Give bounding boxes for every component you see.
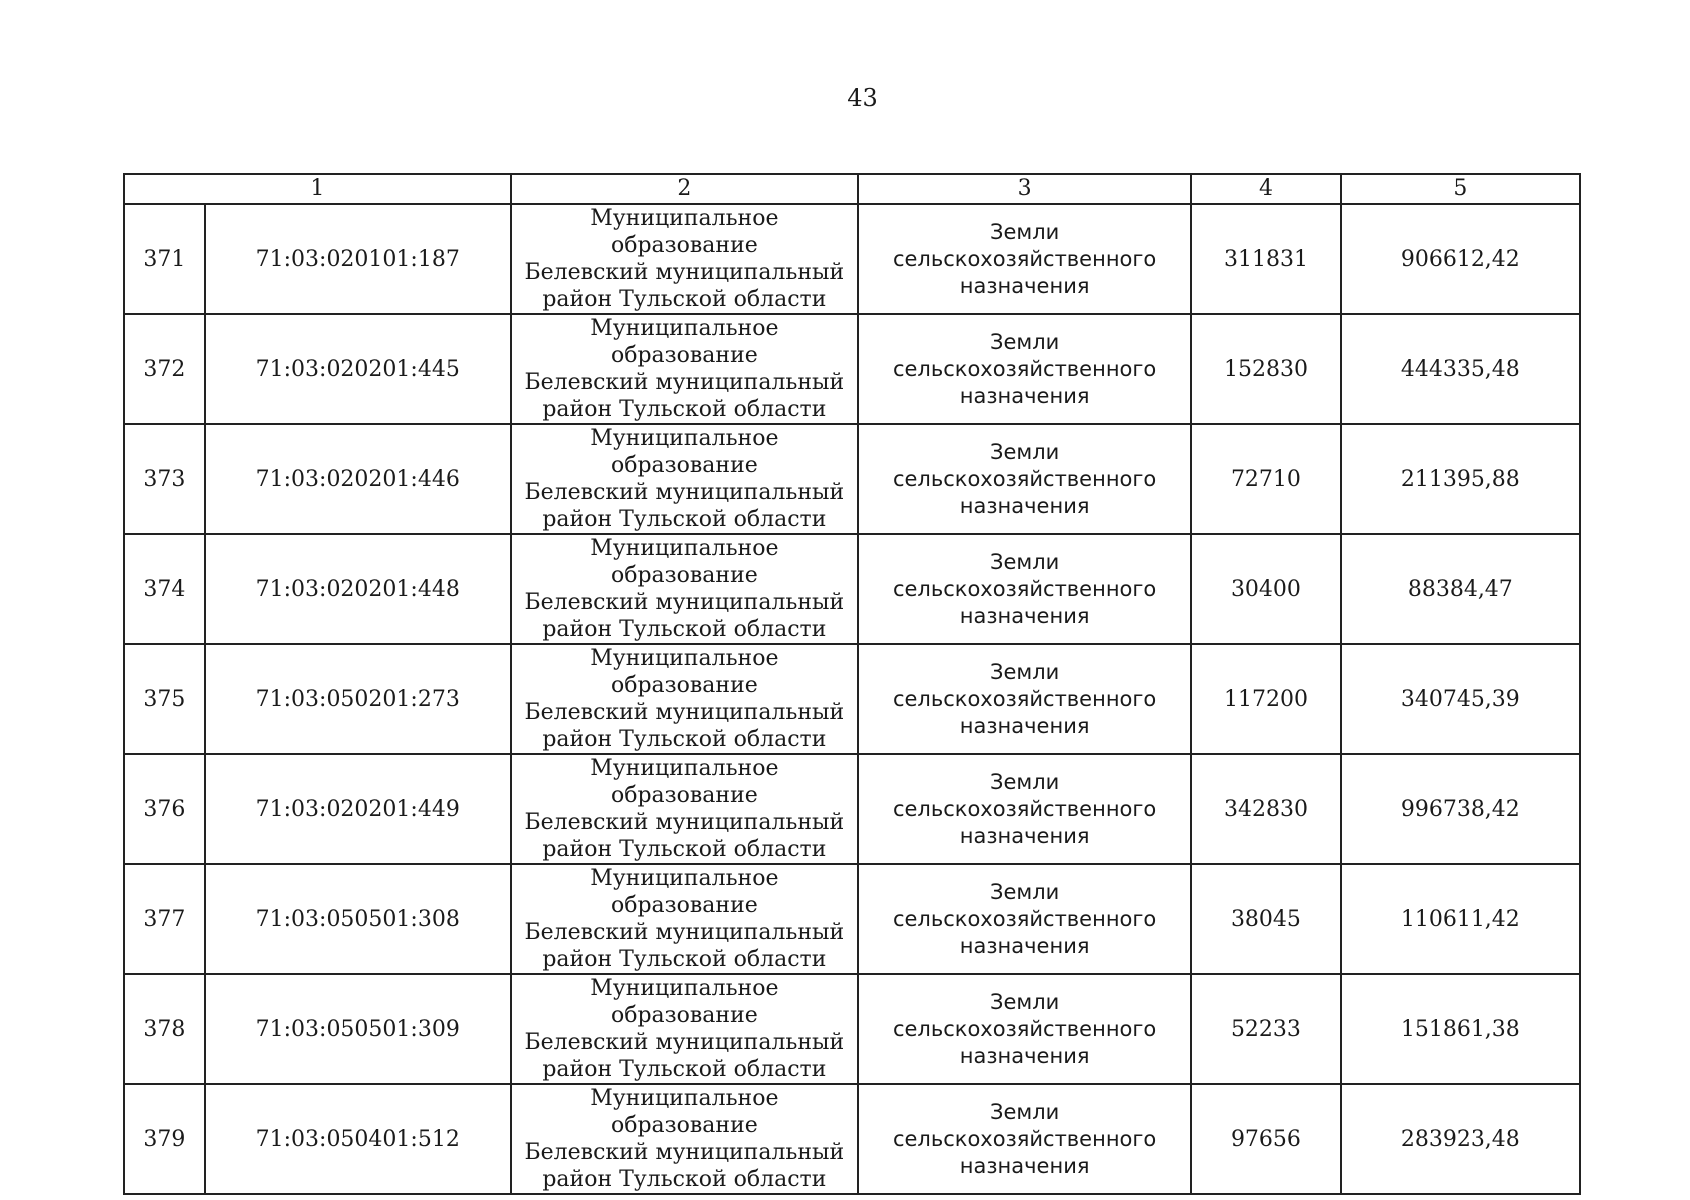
owner-line: Белевский муниципальный [524, 920, 845, 945]
table-row [124, 974, 1580, 1084]
cadastral-value: 996738,42 [1341, 754, 1580, 864]
owner-line: Муниципальное образование [590, 756, 779, 808]
land-category-line: назначения [959, 823, 1090, 848]
land-category-line: назначения [959, 273, 1090, 298]
owner-line: Муниципальное образование [590, 426, 779, 478]
land-category-line: Земли [989, 549, 1060, 574]
land-category-cell [858, 974, 1191, 1084]
area-value: 30400 [1191, 534, 1340, 644]
land-category-line: Земли [989, 879, 1060, 904]
owner-line: район Тульской области [542, 617, 827, 642]
cadastral-number: 71:03:020201:446 [205, 424, 511, 534]
area-value: 97656 [1191, 1084, 1340, 1194]
row-number: 374 [124, 534, 205, 644]
owner-cell [511, 534, 858, 644]
column-header-3: 3 [858, 174, 1191, 204]
row-number: 379 [124, 1084, 205, 1194]
cadastral-number: 71:03:020201:448 [205, 534, 511, 644]
row-number: 373 [124, 424, 205, 534]
area-value: 52233 [1191, 974, 1340, 1084]
owner-cell [511, 864, 858, 974]
land-category-line: Земли [989, 439, 1060, 464]
land-category-line: назначения [959, 1043, 1090, 1068]
land-category-line: сельскохозяйственного [892, 906, 1157, 931]
land-category-line: Земли [989, 989, 1060, 1014]
owner-line: Муниципальное образование [590, 316, 779, 368]
owner-line: Белевский муниципальный [524, 1140, 845, 1165]
owner-line: Муниципальное образование [590, 206, 779, 258]
table-row [124, 314, 1580, 424]
table-header-row [124, 174, 1580, 204]
cadastral-number: 71:03:020101:187 [205, 204, 511, 314]
cadastral-value: 88384,47 [1341, 534, 1580, 644]
owner-cell [511, 424, 858, 534]
land-category-line: сельскохозяйственного [892, 466, 1157, 491]
owner-line: Муниципальное образование [590, 536, 779, 588]
row-number: 371 [124, 204, 205, 314]
area-value: 342830 [1191, 754, 1340, 864]
land-category-line: сельскохозяйственного [892, 1016, 1157, 1041]
owner-line: район Тульской области [542, 837, 827, 862]
page-number: 43 [847, 84, 878, 112]
land-category-cell [858, 754, 1191, 864]
area-value: 38045 [1191, 864, 1340, 974]
cadastral-value: 211395,88 [1341, 424, 1580, 534]
land-category-line: назначения [959, 383, 1090, 408]
cadastral-number: 71:03:020201:445 [205, 314, 511, 424]
cadastral-number: 71:03:050201:273 [205, 644, 511, 754]
row-number: 378 [124, 974, 205, 1084]
land-category-line: сельскохозяйственного [892, 796, 1157, 821]
table-row [124, 864, 1580, 974]
land-category-cell [858, 864, 1191, 974]
land-category-line: назначения [959, 493, 1090, 518]
area-value: 152830 [1191, 314, 1340, 424]
land-category-line: сельскохозяйственного [892, 686, 1157, 711]
cadastral-number: 71:03:050501:309 [205, 974, 511, 1084]
row-number: 376 [124, 754, 205, 864]
land-category-cell [858, 1084, 1191, 1194]
land-category-line: Земли [989, 1099, 1060, 1124]
cadastral-number: 71:03:050401:512 [205, 1084, 511, 1194]
owner-line: район Тульской области [542, 287, 827, 312]
owner-line: Белевский муниципальный [524, 810, 845, 835]
column-header-2: 2 [511, 174, 858, 204]
column-header-1: 1 [124, 174, 511, 204]
land-category-line: Земли [989, 659, 1060, 684]
table-row [124, 644, 1580, 754]
land-category-line: Земли [989, 219, 1060, 244]
land-category-line: назначения [959, 603, 1090, 628]
column-header-4: 4 [1191, 174, 1340, 204]
table-row [124, 204, 1580, 314]
land-category-line: сельскохозяйственного [892, 1126, 1157, 1151]
area-value: 72710 [1191, 424, 1340, 534]
cadastral-value: 151861,38 [1341, 974, 1580, 1084]
cadastral-value: 444335,48 [1341, 314, 1580, 424]
owner-line: Муниципальное образование [590, 866, 779, 918]
owner-line: район Тульской области [542, 397, 827, 422]
owner-line: район Тульской области [542, 727, 827, 752]
cadastral-value: 340745,39 [1341, 644, 1580, 754]
cadastral-value: 110611,42 [1341, 864, 1580, 974]
owner-line: район Тульской области [542, 947, 827, 972]
land-category-line: Земли [989, 329, 1060, 354]
land-parcels-table [123, 173, 1581, 1195]
table-row [124, 424, 1580, 534]
owner-line: Белевский муниципальный [524, 700, 845, 725]
row-number: 372 [124, 314, 205, 424]
owner-line: район Тульской области [542, 507, 827, 532]
owner-cell [511, 644, 858, 754]
land-category-cell [858, 424, 1191, 534]
column-header-5: 5 [1341, 174, 1580, 204]
owner-line: район Тульской области [542, 1167, 827, 1192]
land-category-line: назначения [959, 1153, 1090, 1178]
table-row [124, 754, 1580, 864]
owner-cell [511, 974, 858, 1084]
row-number: 375 [124, 644, 205, 754]
land-category-cell [858, 644, 1191, 754]
land-category-line: назначения [959, 933, 1090, 958]
land-category-line: назначения [959, 713, 1090, 738]
owner-line: Муниципальное образование [590, 1086, 779, 1138]
area-value: 311831 [1191, 204, 1340, 314]
owner-line: район Тульской области [542, 1057, 827, 1082]
land-category-line: сельскохозяйственного [892, 356, 1157, 381]
table-row [124, 1084, 1580, 1194]
land-category-line: сельскохозяйственного [892, 576, 1157, 601]
area-value: 117200 [1191, 644, 1340, 754]
owner-line: Белевский муниципальный [524, 260, 845, 285]
land-category-line: Земли [989, 769, 1060, 794]
land-category-cell [858, 204, 1191, 314]
owner-line: Белевский муниципальный [524, 370, 845, 395]
land-category-line: сельскохозяйственного [892, 246, 1157, 271]
land-category-cell [858, 534, 1191, 644]
owner-line: Муниципальное образование [590, 976, 779, 1028]
owner-cell [511, 1084, 858, 1194]
owner-cell [511, 314, 858, 424]
owner-cell [511, 204, 858, 314]
cadastral-value: 906612,42 [1341, 204, 1580, 314]
owner-line: Белевский муниципальный [524, 1030, 845, 1055]
row-number: 377 [124, 864, 205, 974]
owner-line: Муниципальное образование [590, 646, 779, 698]
owner-line: Белевский муниципальный [524, 480, 845, 505]
cadastral-number: 71:03:020201:449 [205, 754, 511, 864]
owner-cell [511, 754, 858, 864]
owner-line: Белевский муниципальный [524, 590, 845, 615]
cadastral-value: 283923,48 [1341, 1084, 1580, 1194]
cadastral-number: 71:03:050501:308 [205, 864, 511, 974]
table-row [124, 534, 1580, 644]
land-category-cell [858, 314, 1191, 424]
